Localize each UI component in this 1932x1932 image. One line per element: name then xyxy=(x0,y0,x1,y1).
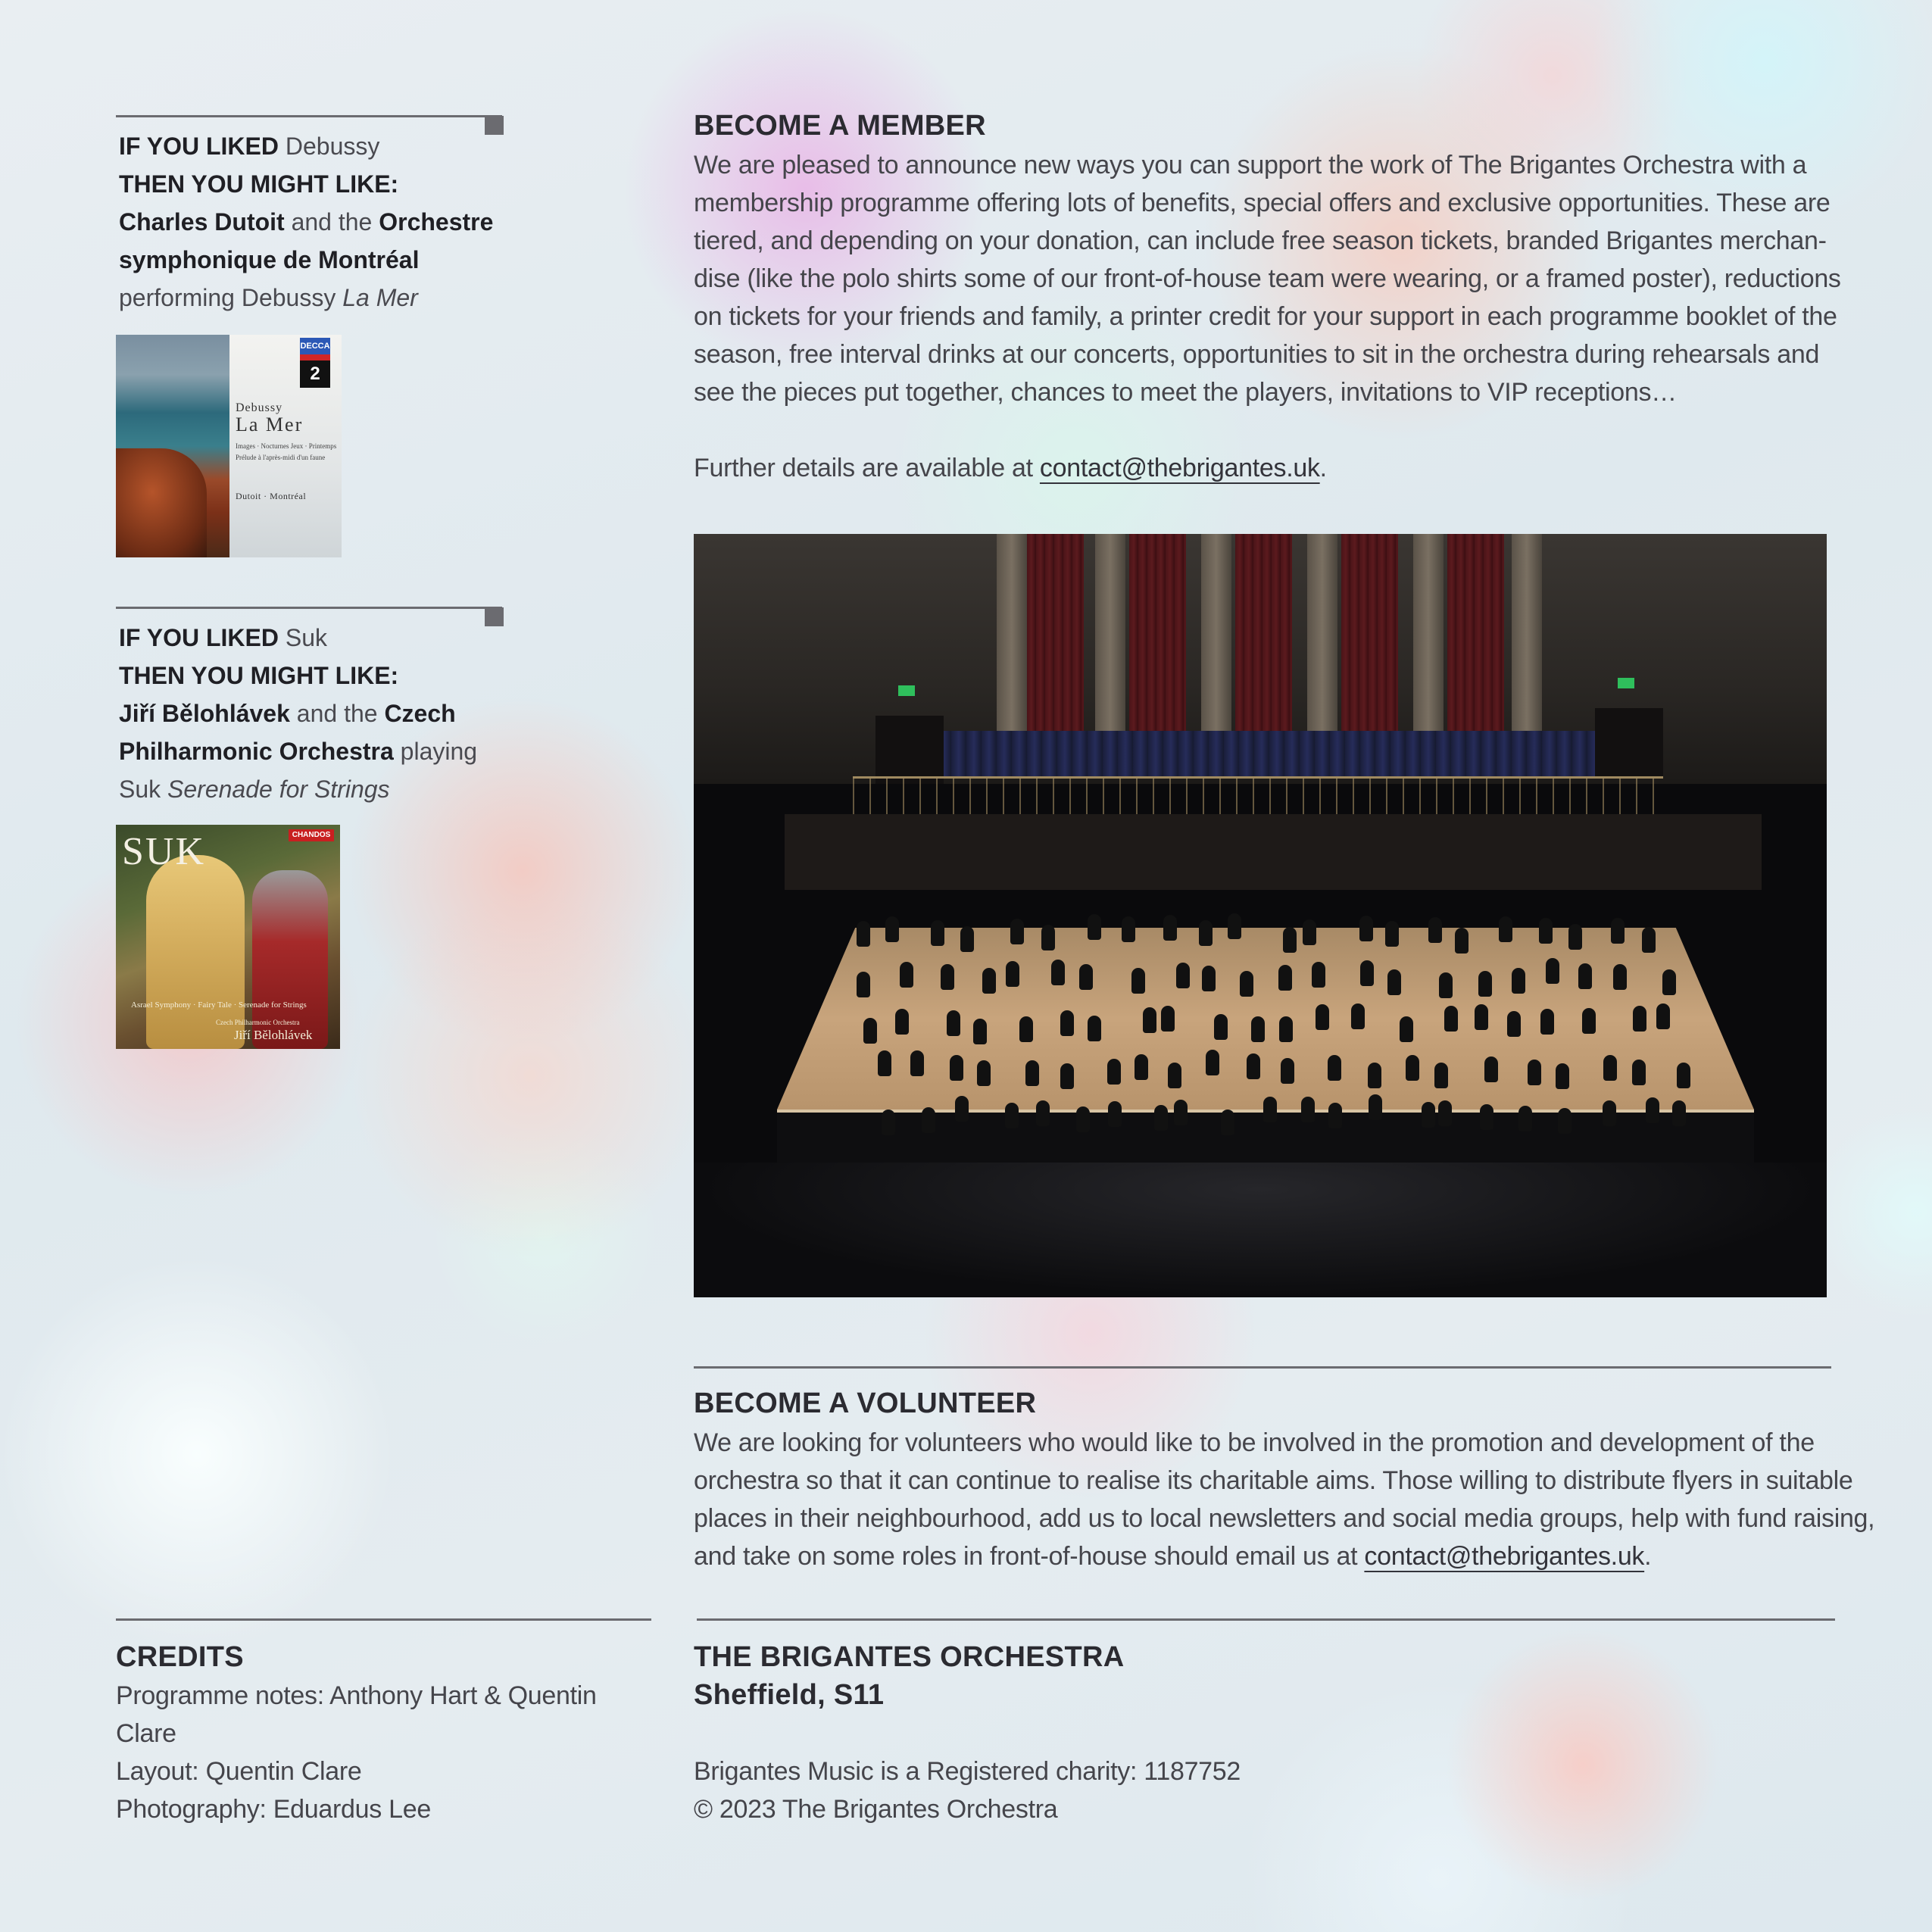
orchestra-player xyxy=(1041,925,1055,950)
member-body-line: season, free interval drinks at our concerts, opportunities to sit in the orchestra during rehearsals and xyxy=(694,340,1820,369)
recommendation-debussy xyxy=(119,127,513,317)
credits-line: Photography: Eduardus Lee xyxy=(116,1795,431,1824)
hall-door xyxy=(875,716,944,784)
orchestra-player xyxy=(1107,1059,1121,1085)
label-logo: CHANDOS xyxy=(289,829,334,841)
orchestra-player xyxy=(1278,965,1292,991)
orchestra-player xyxy=(1131,968,1145,994)
orchestra-player xyxy=(1005,1103,1019,1128)
label-logo: DECCA xyxy=(300,338,330,354)
orchestra-player xyxy=(1507,1011,1521,1037)
orchestra-player xyxy=(1316,1004,1329,1030)
orchestra-player xyxy=(1163,915,1177,941)
orchestra-player xyxy=(1546,958,1559,984)
orchestra-player xyxy=(950,1055,963,1081)
orchestra-player xyxy=(1478,971,1492,997)
work-title: La Mer xyxy=(342,284,418,311)
orchestra-player xyxy=(1301,1097,1315,1122)
orchestra-player xyxy=(1108,1101,1122,1127)
orchestra-player xyxy=(1556,1063,1569,1089)
orchestra-player xyxy=(1360,960,1374,986)
if-liked-label: IF YOU LIKED xyxy=(119,133,279,160)
orchestra-player xyxy=(922,1107,935,1133)
volunteer-heading: BECOME A VOLUNTEER xyxy=(694,1387,1037,1419)
orchestra-player xyxy=(1088,914,1101,940)
orchestra-player xyxy=(1154,1105,1168,1131)
org-location: Sheffield, S11 xyxy=(694,1679,885,1711)
hall-pillar xyxy=(1512,534,1542,761)
divider-rule xyxy=(116,115,502,117)
volunteer-body-line: orchestra so that it can continue to realise its charitable aims. Those willing to distribute flyers in suitable xyxy=(694,1466,1853,1495)
orchestra-player xyxy=(1019,1016,1033,1042)
hall-curtain xyxy=(1447,534,1504,731)
orchestra-player xyxy=(1434,1063,1448,1088)
cover-orchestra: Czech Philharmonic Orchestra xyxy=(216,1019,300,1026)
hall-pillar xyxy=(1307,534,1337,761)
action-text: Suk xyxy=(119,776,161,803)
orchestra-player xyxy=(1283,927,1297,953)
ensemble-name: Czech xyxy=(384,700,456,727)
orchestra-player xyxy=(1279,1016,1293,1042)
orchestra-player xyxy=(1122,916,1135,942)
orchestra-player xyxy=(1499,916,1512,942)
hall-pillar xyxy=(1201,534,1231,761)
orchestra-player xyxy=(947,1010,960,1036)
orchestra-player xyxy=(1251,1016,1265,1042)
orchestra-player xyxy=(1385,921,1399,947)
orchestra-player xyxy=(973,1019,987,1044)
orchestra-player xyxy=(1642,927,1656,953)
recommendation-suk xyxy=(119,619,513,808)
disc-count: 2 xyxy=(300,360,330,388)
details-prefix: Further details are available at xyxy=(694,454,1033,482)
orchestra-player xyxy=(1143,1007,1156,1033)
member-email-link[interactable]: contact@thebrigantes.uk xyxy=(1039,454,1320,482)
orchestra-player xyxy=(1060,1063,1074,1089)
action-text: performing Debussy xyxy=(119,284,336,311)
orchestra-player xyxy=(1400,1016,1413,1042)
orchestra-player xyxy=(1247,1053,1260,1079)
orchestra-player xyxy=(1444,1006,1458,1032)
ensemble-name-cont: symphonique de Montréal xyxy=(119,246,420,273)
orchestra-player xyxy=(857,972,870,997)
orchestra-player xyxy=(1368,1063,1381,1088)
hall-curtain xyxy=(1235,534,1292,731)
orchestra-player xyxy=(1422,1102,1435,1128)
orchestra-player xyxy=(1633,1006,1646,1032)
stage-floor xyxy=(777,928,1754,1110)
if-liked-label: IF YOU LIKED xyxy=(119,624,279,651)
connector-text: and the xyxy=(296,700,378,727)
orchestra-player xyxy=(1025,1060,1039,1086)
orchestra-player xyxy=(1228,913,1241,939)
orchestra-player xyxy=(1632,1060,1646,1085)
orchestra-player xyxy=(1135,1054,1148,1080)
credits-line: Layout: Quentin Clare xyxy=(116,1757,362,1786)
credits-heading: CREDITS xyxy=(116,1641,244,1673)
orchestra-player xyxy=(1161,1006,1175,1032)
orchestra-player xyxy=(1060,1010,1074,1036)
member-body-line: membership programme offering lots of benefits, special offers and exclusive opportunities. These are xyxy=(694,189,1831,217)
orchestra-player xyxy=(1603,1055,1617,1081)
divider-rule xyxy=(116,607,502,609)
orchestra-player xyxy=(1406,1055,1419,1081)
orchestra-player xyxy=(1051,960,1065,985)
orchestra-player xyxy=(1312,962,1325,988)
cover-title: SUK xyxy=(122,830,206,873)
cover-contents: Images · Nocturnes Jeux · Printemps Prélude à l'après-midi d'un faune xyxy=(236,442,337,461)
member-body-line: We are pleased to announce new ways you can support the work of The Brigantes Orchestra with a xyxy=(694,151,1807,179)
volunteer-body-line: places in their neighbourhood, add us to local newsletters and social media groups, help with fund raising, xyxy=(694,1504,1875,1533)
album-cover-suk xyxy=(116,825,340,1049)
member-body-line: on tickets for your friends and family, a printer credit for your support in each programme booklet of the xyxy=(694,302,1837,331)
hall-door xyxy=(1595,708,1663,776)
orchestra-player xyxy=(1539,918,1553,944)
orchestra-player xyxy=(1484,1057,1498,1082)
orchestra-player xyxy=(1076,1106,1090,1132)
orchestra-player xyxy=(1439,972,1453,998)
orchestra-player xyxy=(1214,1014,1228,1040)
choir-seats xyxy=(921,731,1603,776)
orchestra-player xyxy=(1568,924,1582,950)
member-body-line: tiered, and depending on your donation, can include free season tickets, branded Brigantes merchan- xyxy=(694,226,1827,255)
member-details xyxy=(694,449,1875,487)
orchestra-player xyxy=(1328,1103,1342,1128)
orchestra-player xyxy=(1662,969,1676,995)
ensemble-name: Orchestre xyxy=(379,208,494,236)
exit-sign xyxy=(898,685,915,696)
orchestra-player xyxy=(1088,1016,1101,1041)
cover-credit: Dutoit · Montréal xyxy=(236,491,307,501)
volunteer-email-link[interactable]: contact@thebrigantes.uk xyxy=(1364,1542,1645,1571)
details-suffix: . xyxy=(1319,454,1327,482)
orchestra-player xyxy=(931,920,944,946)
cover-composer: Debussy xyxy=(236,401,283,414)
volunteer-last-prefix: and take on some roles in front-of-house should email us at xyxy=(694,1542,1358,1571)
member-body-line: dise (like the polo shirts some of our front-of-house team were wearing, or a framed poster), reductions xyxy=(694,264,1841,293)
orchestra-player xyxy=(885,916,899,942)
work-title: Serenade for Strings xyxy=(167,776,390,803)
performer-name: Jiří Bělohlávek xyxy=(119,700,290,727)
orchestra-player xyxy=(1578,963,1592,989)
orchestra-player xyxy=(977,1060,991,1086)
org-name: THE BRIGANTES ORCHESTRA xyxy=(694,1641,1125,1673)
action-suffix: playing xyxy=(400,738,478,765)
orchestra-player xyxy=(1438,1100,1452,1126)
orchestra-player xyxy=(1010,919,1024,944)
orchestra-player xyxy=(1672,1100,1686,1126)
album-cover-la-mer xyxy=(116,335,342,557)
charity-number: Brigantes Music is a Registered charity: 1187752 xyxy=(694,1757,1241,1786)
orchestra-player xyxy=(1168,1063,1181,1088)
balcony-rail xyxy=(853,776,1663,816)
then-label: THEN YOU MIGHT LIKE: xyxy=(119,662,399,689)
orchestra-player xyxy=(1455,928,1469,954)
orchestra-player xyxy=(863,1018,877,1044)
orchestra-player xyxy=(1176,963,1190,988)
credits-list xyxy=(116,1677,661,1828)
orchestra-player xyxy=(1202,966,1216,991)
orchestra-player xyxy=(960,926,974,952)
orchestra-player xyxy=(941,964,954,990)
orchestra-player xyxy=(1475,1004,1488,1030)
orchestra-player xyxy=(878,1050,891,1076)
orchestra-player xyxy=(1206,1050,1219,1075)
orchestra-player xyxy=(1174,1100,1188,1125)
volunteer-body-line: We are looking for volunteers who would like to be involved in the promotion and development of the xyxy=(694,1428,1815,1457)
orchestra-player xyxy=(895,1009,909,1035)
orchestra-player xyxy=(1512,968,1525,994)
orchestra-player xyxy=(1540,1009,1554,1035)
orchestra-player xyxy=(1221,1110,1234,1135)
hall-pillar xyxy=(997,534,1027,761)
orchestra-player xyxy=(1263,1097,1277,1122)
composer-name: Suk xyxy=(285,624,328,651)
hall-pillar xyxy=(1095,534,1125,761)
connector-text: and the xyxy=(291,208,373,236)
orchestra-concert-photo xyxy=(694,534,1827,1297)
copyright: © 2023 The Brigantes Orchestra xyxy=(694,1795,1058,1824)
orchestra-player xyxy=(1328,1055,1341,1081)
member-heading: BECOME A MEMBER xyxy=(694,110,986,142)
orchestra-player xyxy=(882,1110,895,1135)
audience xyxy=(694,1163,1827,1297)
orchestra-player xyxy=(1281,1058,1294,1084)
orchestra-player xyxy=(1387,969,1401,995)
divider-rule xyxy=(697,1618,1835,1621)
orchestra-player xyxy=(982,968,996,994)
orchestra-player xyxy=(1036,1100,1050,1126)
member-body xyxy=(694,146,1875,487)
composer-name: Debussy xyxy=(285,133,380,160)
hall-pillar xyxy=(1413,534,1444,761)
credits-line: Programme notes: Anthony Hart & Quentin Clare xyxy=(116,1681,597,1748)
org-info xyxy=(694,1753,1603,1828)
cover-conductor: Jiří Bělohlávek xyxy=(234,1028,313,1042)
orchestra-player xyxy=(857,921,870,947)
divider-rule xyxy=(694,1366,1831,1369)
orchestra-player xyxy=(900,962,913,988)
orchestra-player xyxy=(1582,1008,1596,1034)
orchestra-player xyxy=(1369,1094,1382,1120)
orchestra-player xyxy=(1677,1063,1690,1088)
orchestra-player xyxy=(1611,918,1625,944)
hall-curtain xyxy=(1341,534,1398,731)
divider-rule xyxy=(116,1618,651,1621)
orchestra-player xyxy=(1240,971,1253,997)
orchestra-player xyxy=(910,1050,924,1076)
cover-painting-rock xyxy=(116,448,207,557)
exit-sign xyxy=(1618,678,1634,688)
member-body-line: see the pieces put together, chances to meet the players, invitations to VIP receptions… xyxy=(694,378,1677,407)
orchestra-player xyxy=(955,1096,969,1122)
orchestra-player xyxy=(1359,916,1373,941)
orchestra-player xyxy=(1646,1097,1659,1123)
hall-curtain xyxy=(1027,534,1084,731)
orchestra-player xyxy=(1558,1108,1572,1134)
stage-back xyxy=(785,814,1762,890)
hall-curtain xyxy=(1129,534,1186,731)
volunteer-body xyxy=(694,1424,1898,1575)
orchestra-player xyxy=(1428,917,1442,943)
orchestra-player xyxy=(1613,964,1627,990)
orchestra-player xyxy=(1303,919,1316,945)
orchestra-player xyxy=(1518,1106,1532,1131)
orchestra-player xyxy=(1351,1003,1365,1029)
cover-works: Asrael Symphony · Fairy Tale · Serenade for Strings xyxy=(131,1000,307,1010)
ensemble-name-cont: Philharmonic Orchestra xyxy=(119,738,394,765)
orchestra-player xyxy=(1006,961,1019,987)
orchestra-player xyxy=(1079,964,1093,990)
cover-title: La Mer xyxy=(236,414,304,435)
performer-name: Charles Dutoit xyxy=(119,208,285,236)
orchestra-player xyxy=(1656,1003,1670,1029)
orchestra-player xyxy=(1603,1100,1616,1126)
label-stripe xyxy=(300,354,330,360)
orchestra-player xyxy=(1528,1060,1541,1085)
orchestra-player xyxy=(1199,920,1213,946)
orchestra-player xyxy=(1480,1104,1493,1130)
then-label: THEN YOU MIGHT LIKE: xyxy=(119,170,399,198)
volunteer-last-suffix: . xyxy=(1644,1542,1652,1571)
